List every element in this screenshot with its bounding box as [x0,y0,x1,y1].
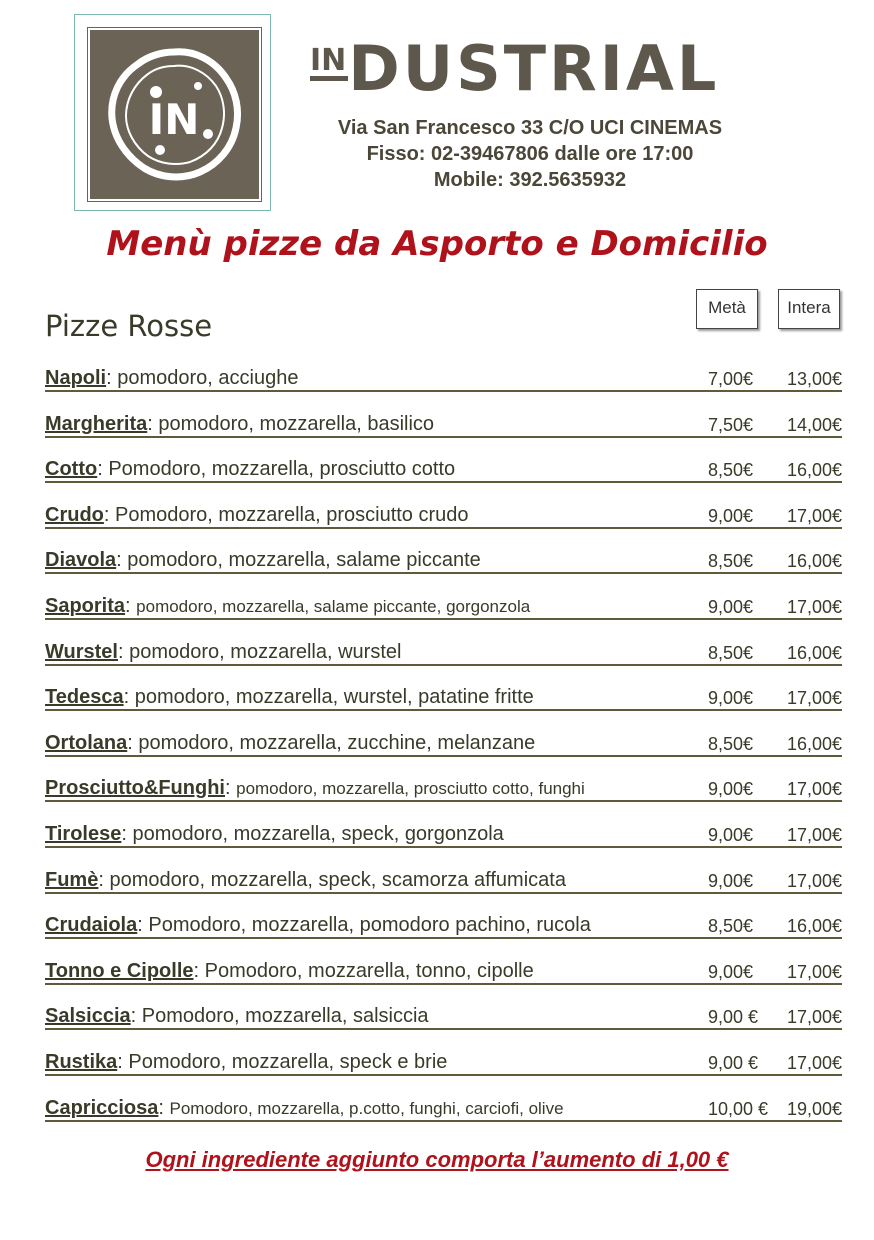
mobile: Mobile: 392.5635932 [433,169,627,191]
menu-item [45,679,842,711]
item-name: Crudaiola [45,914,138,936]
item-price-half: 9,00€ [708,825,754,845]
item-ingredients: pomodoro, mozzarella, basilico [158,413,435,435]
item-price-half: 7,50€ [708,415,754,435]
menu-title: Menù pizze da Asporto e Domicilio [106,224,768,264]
item-name: Margherita [45,413,148,435]
item-name: Prosciutto&Funghi [45,777,225,799]
item-price-half: 8,50€ [708,643,754,663]
item-price-half: 10,00 € [708,1099,769,1119]
pizza-logo-icon [90,30,259,199]
menu-item [45,406,842,438]
item-price-full: 17,00€ [786,779,842,799]
logo [88,28,261,201]
item-price-full: 17,00€ [786,962,842,982]
item-price-half: 8,50€ [708,734,754,754]
item-price-half: 9,00€ [708,506,754,526]
item-price-full: 17,00€ [786,688,842,708]
menu-item [45,1044,842,1076]
item-separator: : [103,504,116,526]
column-header-half: Metà [696,289,758,329]
item-price-full: 16,00€ [786,643,842,663]
item-price-full: 17,00€ [786,597,842,617]
menu-item [45,998,842,1030]
item-ingredients: pomodoro, mozzarella, salame piccante [127,549,481,571]
item-ingredients: pomodoro, mozzarella, salame piccante, gorgonzola [136,597,531,616]
item-name: Capricciosa [45,1097,159,1119]
item-price-full: 13,00€ [786,369,842,389]
item-name: Rustika [45,1051,118,1073]
item-name: Ortolana [45,732,128,754]
item-price-half: 9,00€ [708,597,754,617]
menu-item [45,497,842,529]
menu-item [45,725,842,757]
item-price-full: 17,00€ [786,1007,842,1027]
item-ingredients: Pomodoro, mozzarella, pomodoro pachino, rucola [148,914,591,936]
item-separator: : [117,641,130,663]
column-header-full: Intera [778,289,840,329]
item-separator: : [130,1005,142,1027]
menu-item [45,634,842,666]
item-ingredients: Pomodoro, mozzarella, prosciutto crudo [115,504,469,526]
item-ingredients: pomodoro, mozzarella, wurstel [129,641,402,663]
item-ingredients: pomodoro, mozzarella, wurstel, patatine fritte [134,686,534,708]
item-separator: : [137,914,149,936]
item-separator: : [125,595,137,617]
menu-item [45,907,842,939]
item-price-half: 7,00€ [708,369,754,389]
item-ingredients: pomodoro, mozzarella, speck, gorgonzola [132,823,504,845]
brand-rest: DUSTRIAL [348,32,720,105]
item-separator: : [97,458,109,480]
menu-item [45,360,842,392]
item-name: Tirolese [45,823,122,845]
menu-item [45,542,842,574]
item-price-half: 9,00€ [708,962,754,982]
item-price-half: 9,00€ [708,871,754,891]
menu-item [45,953,842,985]
footer-note: Ogni ingrediente aggiunto comporta l’aumento di 1,00 € [145,1147,729,1172]
item-name: Crudo [45,504,104,526]
item-separator: : [121,823,133,845]
address: Via San Francesco 33 C/O UCI CINEMAS [337,117,723,139]
logo-frame [74,14,271,211]
item-name: Fumè [45,869,99,891]
menu-item [45,862,842,894]
menu-item [45,770,842,802]
item-separator: : [158,1097,170,1119]
item-price-full: 19,00€ [786,1099,842,1119]
item-price-full: 17,00€ [786,1053,842,1073]
menu-item [45,1090,842,1122]
item-ingredients: Pomodoro, mozzarella, p.cotto, funghi, carciofi, olive [169,1099,564,1118]
item-ingredients: Pomodoro, mozzarella, speck e brie [128,1051,448,1073]
item-price-half: 9,00 € [708,1053,759,1073]
item-price-full: 16,00€ [786,551,842,571]
item-price-full: 16,00€ [786,734,842,754]
item-ingredients: Pomodoro, mozzarella, salsiccia [141,1005,429,1027]
item-ingredients: pomodoro, acciughe [117,367,299,389]
item-name: Tedesca [45,686,124,708]
item-ingredients: pomodoro, mozzarella, prosciutto cotto, funghi [236,779,585,798]
item-price-full: 14,00€ [786,415,842,435]
item-name: Wurstel [45,641,118,663]
item-separator: : [193,960,205,982]
item-separator: : [98,869,110,891]
menu-item [45,816,842,848]
item-ingredients: Pomodoro, mozzarella, tonno, cipolle [204,960,534,982]
item-name: Cotto [45,458,98,480]
item-separator: : [106,367,118,389]
item-ingredients: pomodoro, mozzarella, zucchine, melanzane [138,732,536,754]
item-price-full: 17,00€ [786,825,842,845]
item-separator: : [117,1051,129,1073]
item-price-full: 16,00€ [786,460,842,480]
menu-item [45,588,842,620]
item-price-full: 16,00€ [786,916,842,936]
item-separator: : [224,777,237,799]
item-separator: : [123,686,135,708]
item-name: Diavola [45,549,117,571]
item-price-half: 8,50€ [708,460,754,480]
logo-text: IN [148,95,200,144]
item-price-half: 9,00€ [708,779,754,799]
item-name: Salsiccia [45,1005,131,1027]
item-price-half: 9,00€ [708,688,754,708]
item-separator: : [127,732,139,754]
item-name: Tonno e Cipolle [45,960,194,982]
item-ingredients: Pomodoro, mozzarella, prosciutto cotto [108,458,456,480]
item-price-full: 17,00€ [786,871,842,891]
item-separator: : [147,413,159,435]
item-price-half: 9,00 € [708,1007,759,1027]
brand-prefix: IN [310,46,348,81]
item-price-half: 8,50€ [708,916,754,936]
section-title: Pizze Rosse [45,309,213,343]
brand-name [310,32,720,105]
item-price-half: 8,50€ [708,551,754,571]
item-name: Napoli [45,367,107,389]
item-separator: : [116,549,128,571]
menu-item [45,451,842,483]
item-ingredients: pomodoro, mozzarella, speck, scamorza affumicata [109,869,566,891]
phone: Fisso: 02-39467806 dalle ore 17:00 [366,143,694,165]
item-name: Saporita [45,595,126,617]
item-price-full: 17,00€ [786,506,842,526]
